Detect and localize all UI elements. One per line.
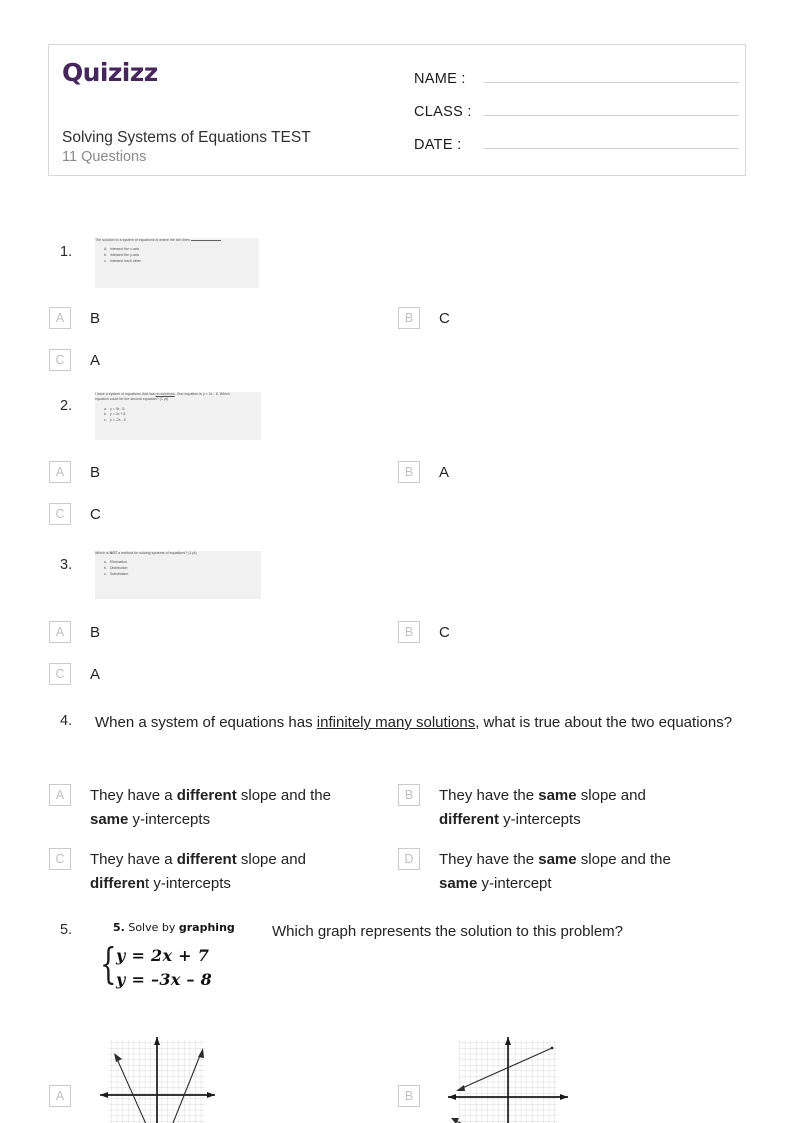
question-2-image xyxy=(95,392,261,440)
option-text: B xyxy=(90,464,101,481)
question-3-option-a[interactable] xyxy=(49,621,100,645)
class-field-input[interactable] xyxy=(484,98,739,116)
option-text: They have a different slope and the same y-intercepts xyxy=(90,787,331,828)
date-field-label: DATE : xyxy=(414,137,462,153)
question-1-image xyxy=(95,238,259,288)
question-3-option-c[interactable] xyxy=(49,663,100,687)
question-3-number: 3. xyxy=(60,557,73,573)
question-4-option-d[interactable] xyxy=(398,848,699,896)
question-2-image-options xyxy=(95,407,261,424)
student-info-fields xyxy=(414,65,739,164)
question-2-image-option: a. y = 3x - 5 xyxy=(104,406,125,411)
question-4-option-a[interactable] xyxy=(49,784,350,832)
option-badge-b: B xyxy=(398,461,420,483)
option-badge-d: D xyxy=(398,848,420,870)
question-3-image-option: b. Distribution xyxy=(104,565,128,570)
question-2-option-a[interactable] xyxy=(49,461,100,485)
question-1-image-option: b. intersect the y-axis xyxy=(104,252,140,257)
question-4-option-b[interactable] xyxy=(398,784,699,832)
option-badge-c: C xyxy=(49,503,71,525)
question-2-image-stem-line2: equation could be the second equation? (1 pt) xyxy=(95,397,169,402)
question-5-equation-system xyxy=(100,939,270,991)
page-title: Solving Systems of Equations TEST xyxy=(62,129,311,146)
option-text: C xyxy=(90,506,101,523)
worksheet-header-card xyxy=(48,44,746,176)
question-2-number: 2. xyxy=(60,398,73,414)
quizizz-logo: Quizizz xyxy=(62,58,158,87)
name-field-row xyxy=(414,65,739,98)
brace-glyph: { xyxy=(100,939,117,988)
option-badge-a: A xyxy=(49,621,71,643)
question-1-number: 1. xyxy=(60,244,73,260)
question-3-option-b[interactable] xyxy=(398,621,450,645)
question-4-number: 4. xyxy=(60,713,73,729)
question-3-image-option: a. Elimination xyxy=(104,560,128,565)
question-count: 11 Questions xyxy=(62,149,147,165)
question-2-image-option: b. y = 2x + 8 xyxy=(104,412,126,417)
option-badge-c: C xyxy=(49,663,71,685)
question-1-image-stem: The solution to a system of equations is where the two lines xyxy=(95,238,259,243)
option-text: C xyxy=(439,310,450,327)
question-1-option-b[interactable] xyxy=(398,307,450,331)
question-2-image-option: c. y = -2x - 5 xyxy=(104,417,126,422)
option-text: They have a different slope and different y-intercepts xyxy=(90,851,306,892)
option-text: A xyxy=(90,352,101,369)
option-badge-b: B xyxy=(398,1085,420,1107)
class-field-row xyxy=(414,98,739,131)
option-text: A xyxy=(439,464,450,481)
header-left xyxy=(62,45,412,175)
option-text: B xyxy=(90,310,101,327)
option-badge-b: B xyxy=(398,621,420,643)
question-5-number: 5. xyxy=(60,922,73,938)
question-1-image-options xyxy=(95,247,259,264)
equation-line-1: y = 2x + 7 xyxy=(116,946,210,965)
question-1-image-option: A. intersect the x-axis xyxy=(104,247,140,252)
question-5-graph-b[interactable] xyxy=(448,1037,568,1123)
equation-line-2: y = –3x – 8 xyxy=(116,970,213,989)
option-text: C xyxy=(439,624,450,641)
date-field-row xyxy=(414,131,739,164)
option-text: They have the same slope and the same y-intercept xyxy=(439,851,671,892)
option-badge-b: B xyxy=(398,784,420,806)
question-1-image-option: c. intersect each other xyxy=(104,258,141,263)
question-1-option-a[interactable] xyxy=(49,307,100,331)
question-5-image-heading: 5. Solve by graphing xyxy=(113,921,235,934)
option-text: B xyxy=(90,624,101,641)
question-5-option-a[interactable] xyxy=(49,1085,71,1107)
question-5-graph-a[interactable] xyxy=(100,1037,215,1123)
question-4-option-c[interactable] xyxy=(49,848,350,896)
class-field-label: CLASS : xyxy=(414,104,472,120)
question-5-image xyxy=(100,922,270,1000)
question-1-option-c[interactable] xyxy=(49,349,100,373)
option-text: They have the same slope and different y-intercepts xyxy=(439,787,646,828)
option-badge-a: A xyxy=(49,784,71,806)
option-badge-a: A xyxy=(49,461,71,483)
question-5-option-b[interactable] xyxy=(398,1085,420,1107)
option-badge-a: A xyxy=(49,1085,71,1107)
question-3-image-stem: Which is NOT a method for solving systems of equations? (1 pt) xyxy=(95,551,197,555)
option-badge-c: C xyxy=(49,349,71,371)
option-text: A xyxy=(90,666,101,683)
date-field-input[interactable] xyxy=(484,131,739,149)
question-2-option-c[interactable] xyxy=(49,503,101,527)
question-2-option-b[interactable] xyxy=(398,461,449,485)
question-5-text: Which graph represents the solution to this problem? xyxy=(272,923,624,940)
question-3-image-option: c. Substitution xyxy=(104,571,129,576)
option-badge-c: C xyxy=(49,848,71,870)
question-3-image-options xyxy=(95,560,261,577)
option-badge-b: B xyxy=(398,307,420,329)
name-field-input[interactable] xyxy=(484,65,739,83)
option-badge-a: A xyxy=(49,307,71,329)
question-2-image-stem: I have a system of equations that has no solutions. One equation is y = 2x - 5. Which xyxy=(95,392,230,396)
question-3-image xyxy=(95,551,261,599)
name-field-label: NAME : xyxy=(414,71,466,87)
question-4-text: When a system of equations has infinitely many solutions, what is true about the two equations? xyxy=(95,714,733,731)
